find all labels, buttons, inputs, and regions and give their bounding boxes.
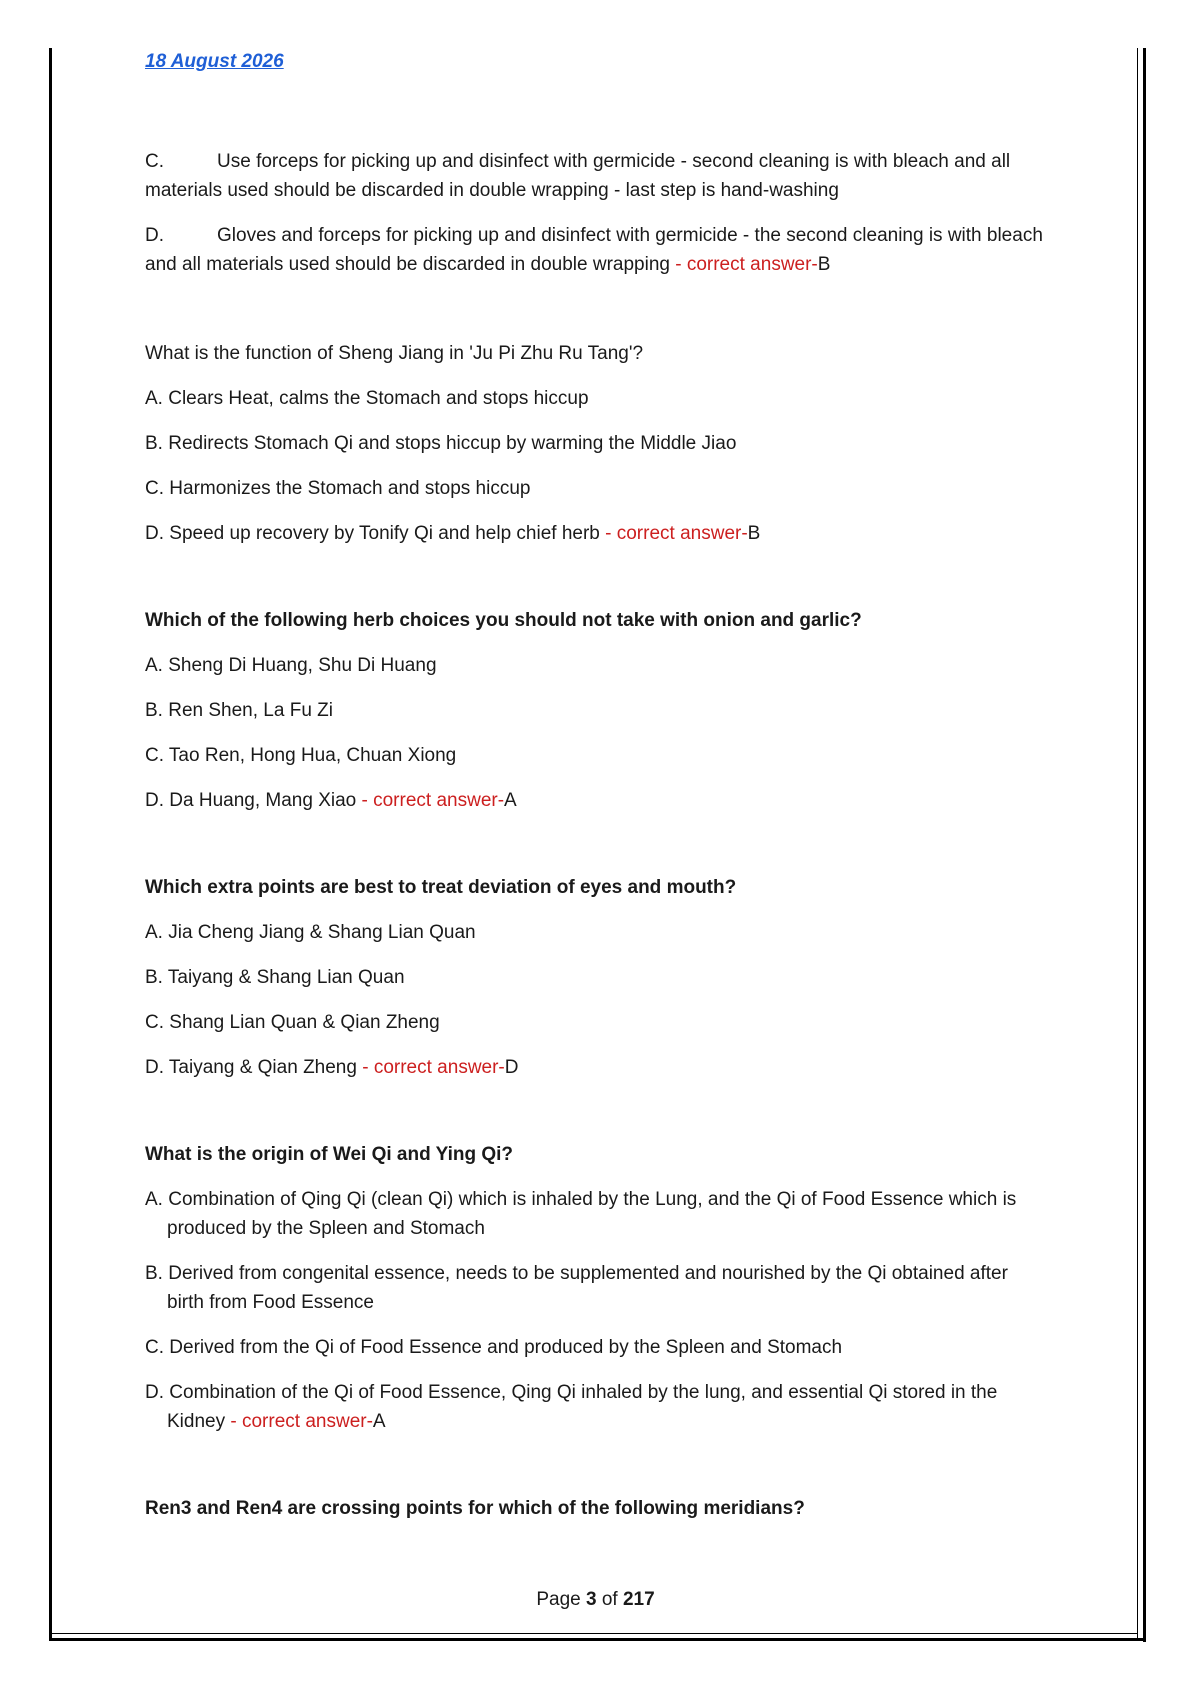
answer-option: D. Combination of the Qi of Food Essence, Qing Qi inhaled by the lung, and essential Qi stored in the Kidney	[145, 1382, 998, 1432]
page-border-bottom	[49, 1638, 1146, 1641]
answer-option: D. Speed up recovery by Tonify Qi and help chief herb	[145, 523, 600, 544]
correct-answer-value: D	[504, 1057, 519, 1078]
question-text: What is the origin of Wei Qi and Ying Qi?	[145, 1144, 514, 1165]
continued-option-d	[145, 221, 1045, 279]
page-border-right-inner	[1137, 48, 1138, 1638]
correct-answer-value: A	[372, 1411, 386, 1432]
correct-answer-value: A	[504, 790, 517, 811]
page-border-right	[1143, 48, 1146, 1642]
answer-option: B. Ren Shen, La Fu Zi	[145, 700, 333, 721]
page-prefix: Page	[536, 1589, 586, 1610]
question-block	[145, 873, 1045, 1082]
continued-option-c	[145, 147, 1045, 205]
correct-answer-label: - correct answer-	[669, 254, 818, 275]
answer-option: C. Harmonizes the Stomach and stops hiccup	[145, 478, 531, 499]
question-text: Which of the following herb choices you should not take with onion and garlic?	[145, 610, 862, 631]
option-text: Use forceps for picking up and disinfect with germicide - second cleaning is with bleach and all materials used should be discarded in double wrapping - last step is hand-washing	[145, 151, 1011, 201]
page-footer	[0, 1589, 1191, 1611]
correct-answer-label: - correct answer-	[599, 523, 748, 544]
option-letter: D.	[145, 225, 164, 246]
answer-option: A. Sheng Di Huang, Shu Di Huang	[145, 655, 437, 676]
answer-option-with-answer	[145, 519, 1045, 548]
answer-option: A. Clears Heat, calms the Stomach and stops hiccup	[145, 388, 589, 409]
correct-answer-value: B	[817, 254, 831, 275]
question-text: What is the function of Sheng Jiang in 'Ju Pi Zhu Ru Tang'?	[145, 343, 644, 364]
header-date[interactable]: 18 August 2026	[145, 51, 284, 72]
answer-option: A. Combination of Qing Qi (clean Qi) which is inhaled by the Lung, and the Qi of Food Essence which is produced by the Spleen and Stomach	[145, 1189, 1017, 1239]
option-text: Gloves and forceps for picking up and disinfect with germicide - the second cleaning is with bleach and all materials used should be discarded in double wrapping	[145, 225, 1043, 275]
answer-option: C. Tao Ren, Hong Hua, Chuan Xiong	[145, 745, 457, 766]
correct-answer-label: - correct answer-	[225, 1411, 373, 1432]
page-border-bottom-inner	[49, 1633, 1138, 1634]
answer-option-with-answer	[145, 1053, 1045, 1082]
page-number: 3	[585, 1589, 597, 1610]
answer-option: A. Jia Cheng Jiang & Shang Lian Quan	[145, 922, 476, 943]
page-total: 217	[622, 1589, 655, 1610]
page-content	[145, 147, 1045, 1523]
answer-option: B. Derived from congenital essence, needs to be supplemented and nourished by the Qi obtained after birth from Food Essence	[145, 1263, 1008, 1313]
question-block	[145, 606, 1045, 815]
answer-option: C. Shang Lian Quan & Qian Zheng	[145, 1012, 440, 1033]
page-border-left	[49, 48, 52, 1638]
question-text: Which extra points are best to treat deviation of eyes and mouth?	[145, 877, 737, 898]
correct-answer-label: - correct answer-	[356, 1057, 505, 1078]
answer-option-with-answer	[145, 786, 1045, 815]
answer-option: D. Da Huang, Mang Xiao	[145, 790, 357, 811]
answer-option: D. Taiyang & Qian Zheng	[145, 1057, 357, 1078]
option-letter: C.	[145, 151, 164, 172]
answer-option: C. Derived from the Qi of Food Essence and produced by the Spleen and Stomach	[145, 1337, 843, 1358]
answer-option: B. Taiyang & Shang Lian Quan	[145, 967, 405, 988]
question-text: Ren3 and Ren4 are crossing points for which of the following meridians?	[145, 1498, 805, 1519]
answer-option: B. Redirects Stomach Qi and stops hiccup by warming the Middle Jiao	[145, 433, 737, 454]
question-block	[145, 339, 1045, 548]
question-block	[145, 1494, 1045, 1523]
answer-option-with-answer	[145, 1378, 1045, 1436]
correct-answer-value: B	[747, 523, 761, 544]
question-block	[145, 1140, 1045, 1436]
page-separator: of	[596, 1589, 623, 1610]
correct-answer-label: - correct answer-	[356, 790, 505, 811]
